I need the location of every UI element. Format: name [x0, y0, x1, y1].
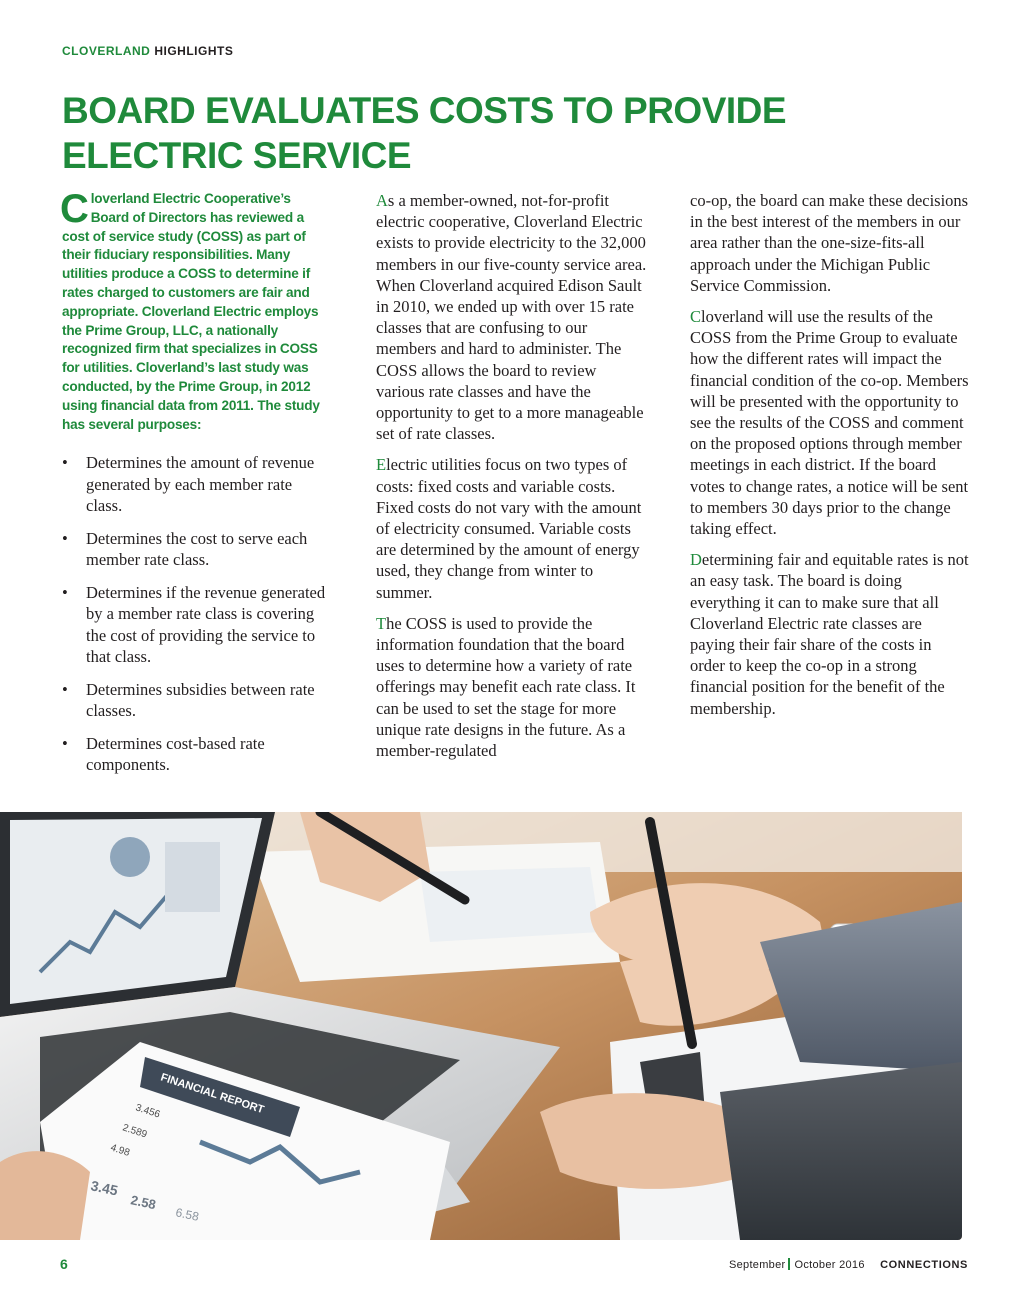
body-paragraph	[376, 454, 648, 602]
report-number: 4.98	[109, 1142, 131, 1159]
column-2	[376, 190, 648, 771]
paragraph-initial: T	[376, 613, 387, 633]
list-item: • Determines if the revenue generated by a member rate class is covering the cost of providing the service to that class.	[62, 582, 332, 668]
list-item: • Determines cost-based rate components.	[62, 733, 332, 776]
body-paragraph	[376, 613, 648, 761]
report-number: 3.456	[134, 1102, 162, 1121]
title-line-1: BOARD EVALUATES COSTS TO PROVIDE	[62, 90, 787, 131]
section-name: HIGHLIGHTS	[154, 44, 234, 58]
hand	[0, 1151, 90, 1240]
section-label	[62, 44, 233, 58]
list-item: • Determines the cost to serve each member rate class.	[62, 528, 332, 571]
paragraph-initial: E	[376, 455, 387, 475]
paragraph-text: s a member-owned, not-for-profit electric cooperative, Cloverland Electric exists to provide electricity to the 32,000 members in our five-county service area. When Cloverland acquired Edison Sault in 2010, we ended up with over 15 rate classes that are confusing to our members and hard to administer. The COSS allows the board to review various rate classes and have the opportunity to get to a more manageable set of rate classes.	[376, 191, 647, 444]
report-title: FINANCIAL REPORT	[159, 1071, 266, 1117]
list-item: • Determines subsidies between rate classes.	[62, 679, 332, 722]
photo-illustration	[0, 812, 962, 1240]
list-item: • Determines the amount of revenue generated by each member rate class.	[62, 452, 332, 517]
paragraph-text: loverland will use the results of the COSS from the Prime Group to evaluate how the different rates will impact the financial condition of the co-op. Members will be presented with the opportunity to see the results of the COSS and comment on the proposed options through member meetings in each district. If the board votes to change rates, a notice will be sent to members 30 days prior to the change taking effect.	[690, 307, 969, 539]
page-number: 6	[60, 1256, 68, 1272]
report-number: 2.589	[121, 1122, 149, 1141]
paragraph-text: lectric utilities focus on two types of costs: fixed costs and variable costs. Fixed costs do not vary with the amount of electricity consumed. Variable costs are determined by the amount of energy used, they change from winter to summer.	[376, 455, 642, 602]
issue-year: 2016	[839, 1259, 865, 1271]
body-paragraph	[376, 190, 648, 444]
article-title	[62, 88, 962, 178]
issue-month-1: September	[728, 1259, 786, 1271]
paragraph-initial: D	[690, 550, 702, 570]
intro-text: loverland Electric Cooperative’s Board of Directors has reviewed a cost of service study (COSS) as part of their fiduciary responsibilities. Many utilities produce a COSS to determine if rates charged to customers are fair and appropriate. Cloverland Electric employs the Prime Group, LLC, a nationally recognized firm that specializes in COSS for utilities. Cloverland’s last study was conducted, by the Prime Group, in 2012 using financial data from 2011.	[62, 191, 319, 413]
body-paragraph-continued: co-op, the board can make these decisions in the best interest of the members in our area rather than the one-size-fits-all approach under the Michigan Public Service Commission.	[690, 191, 969, 295]
magazine-name: CONNECTIONS	[880, 1259, 968, 1271]
report-number: 6.58	[174, 1205, 201, 1224]
report-number: 2.58	[129, 1192, 158, 1213]
intro-lead-in: The study has several purposes:	[62, 397, 320, 432]
meeting-photo	[0, 812, 962, 1240]
report-number: 3.45	[89, 1177, 120, 1199]
brand-label: CLOVERLAND	[62, 44, 151, 58]
drop-cap: C	[60, 187, 89, 231]
purpose-list	[62, 452, 332, 776]
column-3	[690, 190, 970, 729]
body-paragraph	[690, 306, 970, 539]
title-line-2: ELECTRIC SERVICE	[62, 135, 412, 176]
issue-info	[729, 1258, 968, 1271]
shirt-sleeve	[720, 1062, 962, 1240]
paragraph-initial: C	[690, 307, 702, 327]
paragraph-text: he COSS is used to provide the information foundation that the board uses to determine how a variety of rate offerings may benefit each rate class. It can be used to set the stage for more unique rate designs in the future. As a member-regulated	[376, 613, 636, 761]
paragraph-initial: A	[376, 191, 388, 210]
intro-paragraph	[60, 187, 332, 434]
column-1	[60, 187, 332, 787]
paragraph-text: etermining fair and equitable rates is not an easy task. The board is doing everything it can to make sure that all Cloverland Electric rate classes are paying their fair share of the costs in order to keep the co-op in a strong financial position for the benefit of the membership.	[690, 550, 969, 718]
body-paragraph	[690, 549, 970, 719]
issue-month-2: October	[794, 1259, 836, 1271]
separator-bar	[788, 1258, 790, 1270]
